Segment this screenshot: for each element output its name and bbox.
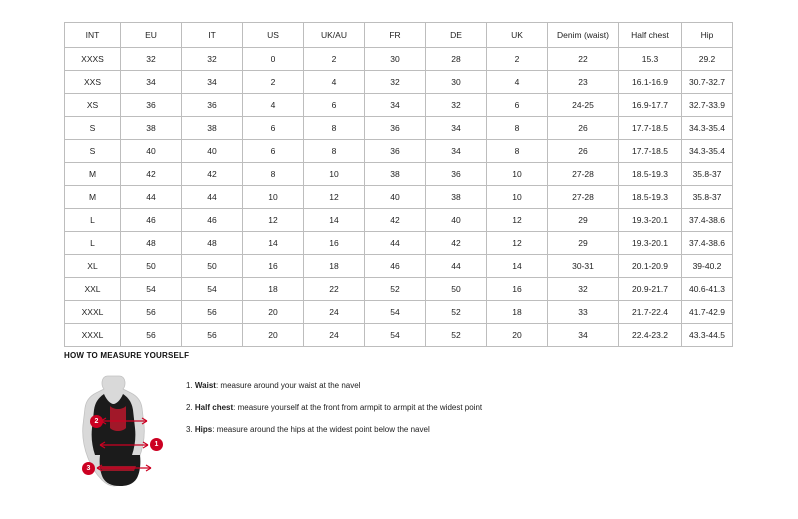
cell-hip: 43.3-44.5 [682, 324, 733, 347]
column-header-eu: EU [121, 23, 182, 48]
cell-eu: 56 [121, 324, 182, 347]
cell-half-chest: 19.3-20.1 [619, 209, 682, 232]
column-header-half-chest: Half chest [619, 23, 682, 48]
table-header-row [65, 23, 733, 48]
cell-fr: 36 [365, 140, 426, 163]
how-to-measure-section [64, 351, 764, 495]
cell-hip: 40.6-41.3 [682, 278, 733, 301]
cell-int: L [65, 209, 121, 232]
cell-eu: 46 [121, 209, 182, 232]
cell-de: 44 [426, 255, 487, 278]
bullet-marker-1: 1 [150, 438, 163, 451]
cell-us: 2 [243, 71, 304, 94]
cell-it: 44 [182, 186, 243, 209]
how-to-measure-body [64, 370, 764, 495]
cell-hip: 34.3-35.4 [682, 140, 733, 163]
cell-hip: 35.8-37 [682, 163, 733, 186]
cell-us: 6 [243, 140, 304, 163]
cell-fr: 52 [365, 278, 426, 301]
cell-us: 12 [243, 209, 304, 232]
step-number-3: 3. [186, 425, 193, 434]
table-row [65, 209, 733, 232]
step-term-half-chest: Half chest [194, 403, 234, 412]
cell-de: 36 [426, 163, 487, 186]
cell-uk-au: 22 [304, 278, 365, 301]
cell-it: 42 [182, 163, 243, 186]
cell-eu: 34 [121, 71, 182, 94]
cell-half-chest: 16.9-17.7 [619, 94, 682, 117]
cell-de: 34 [426, 140, 487, 163]
step-text-hips: : measure around the hips at the widest point below the navel [212, 425, 430, 434]
step-text-waist: : measure around your waist at the navel [215, 381, 361, 390]
cell-de: 50 [426, 278, 487, 301]
cell-it: 56 [182, 301, 243, 324]
column-header-fr: FR [365, 23, 426, 48]
measure-steps-list [186, 370, 482, 446]
cell-int: S [65, 117, 121, 140]
table-row [65, 71, 733, 94]
step-number-2: 2. [186, 403, 193, 412]
cell-uk-au: 10 [304, 163, 365, 186]
cell-eu: 38 [121, 117, 182, 140]
cell-uk-au: 14 [304, 209, 365, 232]
cell-us: 10 [243, 186, 304, 209]
cell-fr: 42 [365, 209, 426, 232]
cell-int: XXXL [65, 324, 121, 347]
cell-us: 16 [243, 255, 304, 278]
cell-uk: 6 [487, 94, 548, 117]
cell-us: 20 [243, 301, 304, 324]
cell-us: 6 [243, 117, 304, 140]
cell-half-chest: 19.3-20.1 [619, 232, 682, 255]
cell-de: 38 [426, 186, 487, 209]
cell-it: 50 [182, 255, 243, 278]
cell-hip: 41.7-42.9 [682, 301, 733, 324]
mannequin-figure [64, 370, 174, 495]
cell-denim-waist: 23 [548, 71, 619, 94]
cell-hip: 34.3-35.4 [682, 117, 733, 140]
cell-int: XXXS [65, 48, 121, 71]
cell-uk: 10 [487, 186, 548, 209]
cell-denim-waist: 32 [548, 278, 619, 301]
cell-eu: 44 [121, 186, 182, 209]
cell-uk-au: 8 [304, 140, 365, 163]
cell-eu: 42 [121, 163, 182, 186]
table-row [65, 255, 733, 278]
size-table-container [64, 22, 732, 347]
cell-int: XS [65, 94, 121, 117]
cell-half-chest: 20.1-20.9 [619, 255, 682, 278]
cell-uk: 8 [487, 140, 548, 163]
measure-step-hips [186, 424, 482, 435]
step-term-hips: Hips [194, 425, 213, 434]
cell-uk-au: 6 [304, 94, 365, 117]
cell-uk-au: 4 [304, 71, 365, 94]
measure-step-half-chest [186, 402, 482, 413]
cell-int: S [65, 140, 121, 163]
cell-uk-au: 16 [304, 232, 365, 255]
cell-hip: 32.7-33.9 [682, 94, 733, 117]
cell-fr: 54 [365, 301, 426, 324]
cell-half-chest: 15.3 [619, 48, 682, 71]
table-row [65, 117, 733, 140]
cell-hip: 37.4-38.6 [682, 209, 733, 232]
cell-denim-waist: 30-31 [548, 255, 619, 278]
cell-fr: 44 [365, 232, 426, 255]
cell-denim-waist: 29 [548, 232, 619, 255]
cell-int: M [65, 186, 121, 209]
cell-us: 0 [243, 48, 304, 71]
cell-fr: 40 [365, 186, 426, 209]
how-to-measure-title: HOW TO MEASURE YOURSELF [64, 351, 190, 360]
cell-us: 8 [243, 163, 304, 186]
cell-int: XXL [65, 278, 121, 301]
cell-it: 56 [182, 324, 243, 347]
measure-step-waist [186, 380, 482, 391]
cell-de: 52 [426, 324, 487, 347]
column-header-uk-au: UK/AU [304, 23, 365, 48]
cell-de: 32 [426, 94, 487, 117]
cell-denim-waist: 26 [548, 117, 619, 140]
cell-half-chest: 18.5-19.3 [619, 163, 682, 186]
cell-fr: 36 [365, 117, 426, 140]
cell-int: XL [65, 255, 121, 278]
column-header-de: DE [426, 23, 487, 48]
column-header-it: IT [182, 23, 243, 48]
cell-half-chest: 17.7-18.5 [619, 140, 682, 163]
table-row [65, 278, 733, 301]
cell-eu: 48 [121, 232, 182, 255]
column-header-hip: Hip [682, 23, 733, 48]
size-conversion-table [64, 22, 733, 347]
cell-uk: 8 [487, 117, 548, 140]
cell-half-chest: 21.7-22.4 [619, 301, 682, 324]
cell-de: 42 [426, 232, 487, 255]
cell-denim-waist: 26 [548, 140, 619, 163]
cell-uk: 20 [487, 324, 548, 347]
cell-hip: 30.7-32.7 [682, 71, 733, 94]
cell-it: 34 [182, 71, 243, 94]
cell-hip: 37.4-38.6 [682, 232, 733, 255]
cell-hip: 39-40.2 [682, 255, 733, 278]
table-body [65, 48, 733, 347]
cell-int: M [65, 163, 121, 186]
step-number-1: 1. [186, 381, 193, 390]
cell-uk: 2 [487, 48, 548, 71]
cell-denim-waist: 34 [548, 324, 619, 347]
step-term-waist: Waist [194, 381, 216, 390]
cell-denim-waist: 22 [548, 48, 619, 71]
cell-half-chest: 20.9-21.7 [619, 278, 682, 301]
cell-uk: 12 [487, 209, 548, 232]
cell-it: 46 [182, 209, 243, 232]
table-header [65, 23, 733, 48]
cell-it: 32 [182, 48, 243, 71]
cell-it: 48 [182, 232, 243, 255]
cell-fr: 32 [365, 71, 426, 94]
table-row [65, 163, 733, 186]
cell-hip: 29.2 [682, 48, 733, 71]
cell-us: 18 [243, 278, 304, 301]
cell-denim-waist: 27-28 [548, 186, 619, 209]
cell-fr: 54 [365, 324, 426, 347]
table-row [65, 232, 733, 255]
cell-it: 54 [182, 278, 243, 301]
cell-fr: 46 [365, 255, 426, 278]
cell-de: 40 [426, 209, 487, 232]
table-row [65, 94, 733, 117]
cell-it: 36 [182, 94, 243, 117]
cell-us: 4 [243, 94, 304, 117]
cell-it: 40 [182, 140, 243, 163]
cell-int: XXXL [65, 301, 121, 324]
cell-uk-au: 12 [304, 186, 365, 209]
cell-hip: 35.8-37 [682, 186, 733, 209]
cell-int: L [65, 232, 121, 255]
cell-denim-waist: 27-28 [548, 163, 619, 186]
table-row [65, 140, 733, 163]
cell-de: 28 [426, 48, 487, 71]
step-text-half-chest: : measure yourself at the front from armpit to armpit at the widest point [233, 403, 483, 412]
cell-eu: 32 [121, 48, 182, 71]
cell-uk-au: 24 [304, 324, 365, 347]
table-row [65, 301, 733, 324]
bullet-marker-3: 3 [82, 462, 95, 475]
cell-denim-waist: 33 [548, 301, 619, 324]
table-row [65, 48, 733, 71]
cell-uk: 12 [487, 232, 548, 255]
column-header-us: US [243, 23, 304, 48]
cell-half-chest: 18.5-19.3 [619, 186, 682, 209]
cell-it: 38 [182, 117, 243, 140]
cell-uk-au: 24 [304, 301, 365, 324]
bullet-marker-2: 2 [90, 415, 103, 428]
cell-uk-au: 8 [304, 117, 365, 140]
cell-int: XXS [65, 71, 121, 94]
cell-half-chest: 22.4-23.2 [619, 324, 682, 347]
cell-uk: 4 [487, 71, 548, 94]
cell-half-chest: 17.7-18.5 [619, 117, 682, 140]
cell-denim-waist: 29 [548, 209, 619, 232]
cell-de: 52 [426, 301, 487, 324]
cell-uk: 16 [487, 278, 548, 301]
cell-uk: 18 [487, 301, 548, 324]
cell-eu: 36 [121, 94, 182, 117]
cell-us: 20 [243, 324, 304, 347]
cell-de: 34 [426, 117, 487, 140]
mannequin-illustration [64, 370, 174, 495]
cell-eu: 50 [121, 255, 182, 278]
column-header-int: INT [65, 23, 121, 48]
cell-eu: 56 [121, 301, 182, 324]
cell-half-chest: 16.1-16.9 [619, 71, 682, 94]
table-row [65, 324, 733, 347]
cell-uk: 10 [487, 163, 548, 186]
cell-uk-au: 18 [304, 255, 365, 278]
cell-us: 14 [243, 232, 304, 255]
cell-uk: 14 [487, 255, 548, 278]
cell-fr: 30 [365, 48, 426, 71]
cell-uk-au: 2 [304, 48, 365, 71]
cell-eu: 54 [121, 278, 182, 301]
table-row [65, 186, 733, 209]
cell-de: 30 [426, 71, 487, 94]
cell-denim-waist: 24-25 [548, 94, 619, 117]
cell-fr: 38 [365, 163, 426, 186]
cell-fr: 34 [365, 94, 426, 117]
column-header-denim-waist: Denim (waist) [548, 23, 619, 48]
cell-eu: 40 [121, 140, 182, 163]
column-header-uk: UK [487, 23, 548, 48]
